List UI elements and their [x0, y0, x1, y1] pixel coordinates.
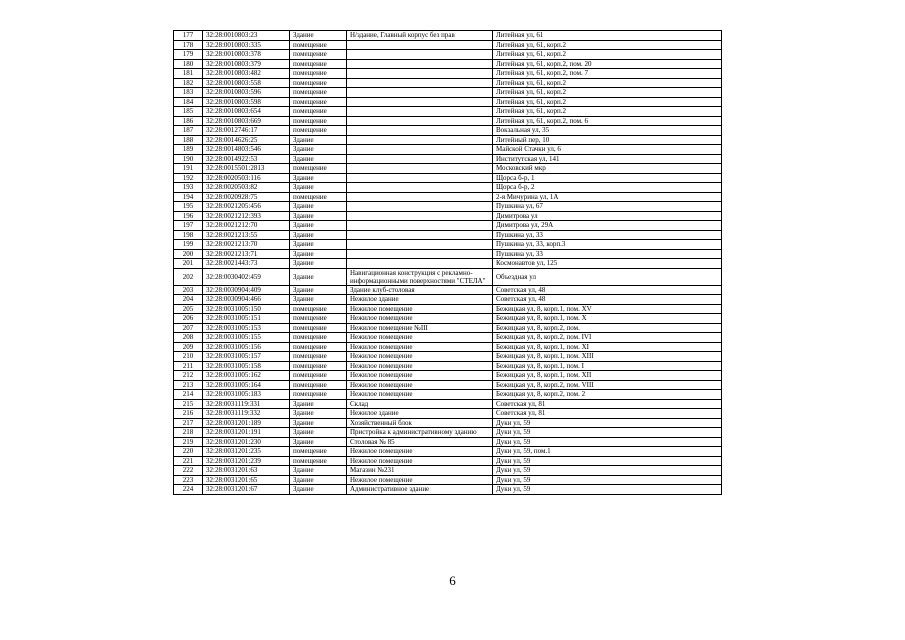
cadastral-number-cell: 32:28:0031201:67	[203, 485, 290, 495]
address-cell: Литейный пер, 10	[493, 135, 722, 145]
address-cell: Литейная ул, 61, корп.2	[493, 40, 722, 50]
address-cell: Литейная ул, 61, корп.2	[493, 50, 722, 60]
object-name-cell	[347, 50, 493, 60]
registry-table-body	[174, 31, 722, 495]
row-number-cell: 191	[174, 164, 203, 174]
table-row	[174, 259, 722, 269]
object-type-cell: Здание	[290, 418, 347, 428]
object-name-cell: Хозяйственный блок	[347, 418, 493, 428]
table-row	[174, 314, 722, 324]
object-type-cell: помещение	[290, 390, 347, 400]
address-cell: Пушкина ул, 33	[493, 230, 722, 240]
table-row	[174, 447, 722, 457]
row-number-cell: 197	[174, 221, 203, 231]
address-cell: Щорса б-р, 1	[493, 173, 722, 183]
object-type-cell: Здание	[290, 173, 347, 183]
object-type-cell: помещение	[290, 304, 347, 314]
cadastral-number-cell: 32:28:0031201:65	[203, 475, 290, 485]
object-name-cell: Здание клуб-столовая	[347, 285, 493, 295]
object-name-cell	[347, 249, 493, 259]
object-type-cell: Здание	[290, 285, 347, 295]
object-type-cell: Здание	[290, 31, 347, 41]
cadastral-number-cell: 32:28:0010803:669	[203, 116, 290, 126]
row-number-cell: 204	[174, 295, 203, 305]
object-name-cell	[347, 126, 493, 136]
object-type-cell: помещение	[290, 88, 347, 98]
object-type-cell: Здание	[290, 135, 347, 145]
object-name-cell: Нежилое помещение	[347, 361, 493, 371]
cadastral-number-cell: 32:28:0030904:409	[203, 285, 290, 295]
address-cell: Димитрова ул	[493, 211, 722, 221]
address-cell: Литейная ул, 61, корп.2, пом. 7	[493, 69, 722, 79]
row-number-cell: 213	[174, 380, 203, 390]
row-number-cell: 195	[174, 202, 203, 212]
object-type-cell: помещение	[290, 126, 347, 136]
address-cell: Бежицкая ул, 8, корп.1, пом. XII	[493, 371, 722, 381]
row-number-cell: 215	[174, 399, 203, 409]
address-cell: Бежицкая ул, 8, корп.2, пом. IVI	[493, 333, 722, 343]
address-cell: Дуки ул, 59	[493, 428, 722, 438]
address-cell: Советская ул, 48	[493, 285, 722, 295]
row-number-cell: 184	[174, 97, 203, 107]
cadastral-number-cell: 32:28:0031005:156	[203, 342, 290, 352]
object-type-cell: помещение	[290, 380, 347, 390]
object-type-cell: помещение	[290, 107, 347, 117]
address-cell: Пушкина ул, 33, корп.3	[493, 240, 722, 250]
object-name-cell	[347, 88, 493, 98]
table-row	[174, 268, 722, 285]
object-name-cell: Нежилое помещение	[347, 456, 493, 466]
address-cell: 2-я Мичурина ул, 1А	[493, 192, 722, 202]
object-type-cell: помещение	[290, 69, 347, 79]
row-number-cell: 201	[174, 259, 203, 269]
row-number-cell: 221	[174, 456, 203, 466]
address-cell: Дуки ул, 59	[493, 418, 722, 428]
row-number-cell: 203	[174, 285, 203, 295]
cadastral-number-cell: 32:28:0031005:151	[203, 314, 290, 324]
table-row	[174, 304, 722, 314]
row-number-cell: 216	[174, 409, 203, 419]
object-type-cell: помещение	[290, 314, 347, 324]
object-name-cell: Н/здание, Главный корпус без прав	[347, 31, 493, 41]
cadastral-number-cell: 32:28:0031201:235	[203, 447, 290, 457]
cadastral-number-cell: 32:28:0031201:63	[203, 466, 290, 476]
object-name-cell: Нежилое помещение	[347, 447, 493, 457]
row-number-cell: 224	[174, 485, 203, 495]
cadastral-number-cell: 32:28:0020928:75	[203, 192, 290, 202]
address-cell: Щорса б-р, 2	[493, 183, 722, 193]
object-name-cell: Нежилое помещение	[347, 352, 493, 362]
table-row	[174, 145, 722, 155]
cadastral-number-cell: 32:28:0031119:331	[203, 399, 290, 409]
row-number-cell: 219	[174, 437, 203, 447]
row-number-cell: 181	[174, 69, 203, 79]
table-row	[174, 154, 722, 164]
object-type-cell: помещение	[290, 342, 347, 352]
table-row	[174, 88, 722, 98]
address-cell: Димитрова ул, 29А	[493, 221, 722, 231]
address-cell: Советская ул, 81	[493, 409, 722, 419]
cadastral-number-cell: 32:28:0031119:332	[203, 409, 290, 419]
object-type-cell: помещение	[290, 59, 347, 69]
address-cell: Космонавтов ул, 125	[493, 259, 722, 269]
table-row	[174, 409, 722, 419]
object-type-cell: помещение	[290, 323, 347, 333]
object-type-cell: Здание	[290, 437, 347, 447]
cadastral-number-cell: 32:28:0010803:335	[203, 40, 290, 50]
table-row	[174, 399, 722, 409]
address-cell: Бежицкая ул, 8, корп.1, пом. XV	[493, 304, 722, 314]
object-name-cell	[347, 183, 493, 193]
table-row	[174, 437, 722, 447]
address-cell: Литейная ул, 61	[493, 31, 722, 41]
cadastral-number-cell: 32:28:0012746:17	[203, 126, 290, 136]
address-cell: Литейная ул, 61, корп.2, пом. 20	[493, 59, 722, 69]
table-row	[174, 390, 722, 400]
cadastral-number-cell: 32:28:0010803:482	[203, 69, 290, 79]
cadastral-number-cell: 32:28:0031005:164	[203, 380, 290, 390]
address-cell: Бежицкая ул, 8, корп.2, пом. VIII	[493, 380, 722, 390]
address-cell: Пушкина ул, 67	[493, 202, 722, 212]
object-type-cell: Здание	[290, 399, 347, 409]
cadastral-number-cell: 32:28:0021213:71	[203, 249, 290, 259]
cadastral-number-cell: 32:28:0021212:70	[203, 221, 290, 231]
table-row	[174, 59, 722, 69]
object-type-cell: Здание	[290, 221, 347, 231]
address-cell: Дуки ул, 59	[493, 475, 722, 485]
row-number-cell: 212	[174, 371, 203, 381]
object-type-cell: Здание	[290, 145, 347, 155]
address-cell: Советская ул, 81	[493, 399, 722, 409]
object-type-cell: Здание	[290, 485, 347, 495]
address-cell: Вокзальная ул, 35	[493, 126, 722, 136]
row-number-cell: 183	[174, 88, 203, 98]
object-type-cell: Здание	[290, 295, 347, 305]
table-row	[174, 342, 722, 352]
address-cell: Литейная ул, 61, корп.2	[493, 78, 722, 88]
row-number-cell: 223	[174, 475, 203, 485]
row-number-cell: 186	[174, 116, 203, 126]
row-number-cell: 193	[174, 183, 203, 193]
object-name-cell	[347, 240, 493, 250]
table-row	[174, 428, 722, 438]
property-registry-table	[173, 30, 722, 495]
cadastral-number-cell: 32:28:0010803:379	[203, 59, 290, 69]
table-row	[174, 295, 722, 305]
table-row	[174, 380, 722, 390]
address-cell: Литейная ул, 61, корп.2	[493, 88, 722, 98]
object-name-cell	[347, 59, 493, 69]
cadastral-number-cell: 32:28:0031005:155	[203, 333, 290, 343]
address-cell: Объездная ул	[493, 268, 722, 285]
object-type-cell: помещение	[290, 192, 347, 202]
cadastral-number-cell: 32:28:0021212:393	[203, 211, 290, 221]
cadastral-number-cell: 32:28:0031005:150	[203, 304, 290, 314]
table-row	[174, 31, 722, 41]
cadastral-number-cell: 32:28:0014803:546	[203, 145, 290, 155]
table-row	[174, 50, 722, 60]
address-cell: Бежицкая ул, 8, корп.2, пом. 2	[493, 390, 722, 400]
cadastral-number-cell: 32:28:0021443:73	[203, 259, 290, 269]
row-number-cell: 214	[174, 390, 203, 400]
object-name-cell	[347, 164, 493, 174]
row-number-cell: 211	[174, 361, 203, 371]
table-row	[174, 78, 722, 88]
address-cell: Бежицкая ул, 8, корп.1, пом. XI	[493, 342, 722, 352]
cadastral-number-cell: 32:28:0030402:459	[203, 268, 290, 285]
object-type-cell: Здание	[290, 183, 347, 193]
address-cell: Дуки ул, 59, пом.1	[493, 447, 722, 457]
row-number-cell: 208	[174, 333, 203, 343]
object-name-cell	[347, 221, 493, 231]
row-number-cell: 178	[174, 40, 203, 50]
table-row	[174, 323, 722, 333]
cadastral-number-cell: 32:28:0031005:153	[203, 323, 290, 333]
object-name-cell	[347, 97, 493, 107]
object-name-cell	[347, 259, 493, 269]
cadastral-number-cell: 32:28:0010803:23	[203, 31, 290, 41]
table-row	[174, 221, 722, 231]
table-row	[174, 69, 722, 79]
table-row	[174, 361, 722, 371]
object-type-cell: Здание	[290, 202, 347, 212]
object-name-cell: Навигационная конструкция с рекламно-информационными поверхностями "СТЕЛА"	[347, 268, 493, 285]
object-type-cell: Здание	[290, 268, 347, 285]
object-name-cell: Пристройка к административному зданию	[347, 428, 493, 438]
object-name-cell: Нежилое помещение	[347, 314, 493, 324]
table-row	[174, 249, 722, 259]
cadastral-number-cell: 32:28:0010803:558	[203, 78, 290, 88]
object-name-cell: Нежилое здание	[347, 295, 493, 305]
cadastral-number-cell: 32:28:0015501:2813	[203, 164, 290, 174]
address-cell: Московский мкр	[493, 164, 722, 174]
row-number-cell: 185	[174, 107, 203, 117]
object-name-cell: Административное здание	[347, 485, 493, 495]
address-cell: Бежицкая ул, 8, корп.1, пом. XIII	[493, 352, 722, 362]
object-type-cell: помещение	[290, 116, 347, 126]
row-number-cell: 202	[174, 268, 203, 285]
cadastral-number-cell: 32:28:0031005:158	[203, 361, 290, 371]
table-row	[174, 333, 722, 343]
object-type-cell: помещение	[290, 50, 347, 60]
table-row	[174, 173, 722, 183]
address-cell: Дуки ул, 59	[493, 456, 722, 466]
object-name-cell	[347, 78, 493, 88]
cadastral-number-cell: 32:28:0010803:378	[203, 50, 290, 60]
table-row	[174, 485, 722, 495]
object-type-cell: помещение	[290, 352, 347, 362]
cadastral-number-cell: 32:28:0014626:25	[203, 135, 290, 145]
row-number-cell: 207	[174, 323, 203, 333]
row-number-cell: 192	[174, 173, 203, 183]
row-number-cell: 189	[174, 145, 203, 155]
cadastral-number-cell: 32:28:0031201:239	[203, 456, 290, 466]
row-number-cell: 182	[174, 78, 203, 88]
row-number-cell: 198	[174, 230, 203, 240]
row-number-cell: 180	[174, 59, 203, 69]
cadastral-number-cell: 32:28:0021205:456	[203, 202, 290, 212]
cadastral-number-cell: 32:28:0010803:654	[203, 107, 290, 117]
object-type-cell: Здание	[290, 249, 347, 259]
cadastral-number-cell: 32:28:0031201:230	[203, 437, 290, 447]
row-number-cell: 179	[174, 50, 203, 60]
object-type-cell: помещение	[290, 361, 347, 371]
table-row	[174, 40, 722, 50]
cadastral-number-cell: 32:28:0020503:116	[203, 173, 290, 183]
object-name-cell	[347, 135, 493, 145]
cadastral-number-cell: 32:28:0021213:55	[203, 230, 290, 240]
row-number-cell: 187	[174, 126, 203, 136]
row-number-cell: 199	[174, 240, 203, 250]
row-number-cell: 209	[174, 342, 203, 352]
table-row	[174, 107, 722, 117]
table-row	[174, 456, 722, 466]
table-row	[174, 211, 722, 221]
address-cell: Бежицкая ул, 8, корп.1, пом. X	[493, 314, 722, 324]
object-type-cell: Здание	[290, 428, 347, 438]
table-row	[174, 475, 722, 485]
row-number-cell: 190	[174, 154, 203, 164]
cadastral-number-cell: 32:28:0021213:70	[203, 240, 290, 250]
address-cell: Литейная ул, 61, корп.2, пом. 6	[493, 116, 722, 126]
object-type-cell: помещение	[290, 456, 347, 466]
object-name-cell: Нежилое помещение	[347, 475, 493, 485]
row-number-cell: 210	[174, 352, 203, 362]
object-type-cell: помещение	[290, 97, 347, 107]
object-type-cell: Здание	[290, 211, 347, 221]
table-row	[174, 135, 722, 145]
object-name-cell	[347, 211, 493, 221]
address-cell: Дуки ул, 59	[493, 485, 722, 495]
object-name-cell: Нежилое помещение	[347, 342, 493, 352]
object-name-cell: Нежилое помещение	[347, 371, 493, 381]
table-row	[174, 192, 722, 202]
cadastral-number-cell: 32:28:0031005:183	[203, 390, 290, 400]
row-number-cell: 196	[174, 211, 203, 221]
object-name-cell	[347, 69, 493, 79]
row-number-cell: 217	[174, 418, 203, 428]
address-cell: Литейная ул, 61, корп.2	[493, 97, 722, 107]
object-type-cell: помещение	[290, 78, 347, 88]
object-name-cell	[347, 154, 493, 164]
table-row	[174, 97, 722, 107]
table-row	[174, 240, 722, 250]
address-cell: Бежицкая ул, 8, корп.2, пом.	[493, 323, 722, 333]
object-type-cell: помещение	[290, 164, 347, 174]
table-row	[174, 164, 722, 174]
object-type-cell: Здание	[290, 466, 347, 476]
cadastral-number-cell: 32:28:0010803:596	[203, 88, 290, 98]
object-name-cell: Нежилое помещение	[347, 380, 493, 390]
cadastral-number-cell: 32:28:0030904:466	[203, 295, 290, 305]
row-number-cell: 222	[174, 466, 203, 476]
address-cell: Бежицкая ул, 8, корп.1, пом. I	[493, 361, 722, 371]
object-name-cell	[347, 173, 493, 183]
row-number-cell: 194	[174, 192, 203, 202]
object-type-cell: Здание	[290, 475, 347, 485]
address-cell: Дуки ул, 59	[493, 437, 722, 447]
address-cell: Дуки ул, 59	[493, 466, 722, 476]
object-type-cell: помещение	[290, 333, 347, 343]
cadastral-number-cell: 32:28:0031201:191	[203, 428, 290, 438]
address-cell: Литейная ул, 61, корп.2	[493, 107, 722, 117]
address-cell: Пушкина ул, 33	[493, 249, 722, 259]
object-name-cell	[347, 40, 493, 50]
row-number-cell: 205	[174, 304, 203, 314]
page-number: 6	[449, 573, 456, 588]
address-cell: Майской Стачки ул, 6	[493, 145, 722, 155]
object-type-cell: помещение	[290, 371, 347, 381]
row-number-cell: 200	[174, 249, 203, 259]
object-name-cell: Склад	[347, 399, 493, 409]
table-row	[174, 466, 722, 476]
cadastral-number-cell: 32:28:0010803:598	[203, 97, 290, 107]
row-number-cell: 220	[174, 447, 203, 457]
table-row	[174, 183, 722, 193]
object-type-cell: Здание	[290, 154, 347, 164]
table-row	[174, 371, 722, 381]
object-name-cell	[347, 145, 493, 155]
object-name-cell	[347, 192, 493, 202]
cadastral-number-cell: 32:28:0031201:189	[203, 418, 290, 428]
object-type-cell: Здание	[290, 259, 347, 269]
cadastral-number-cell: 32:28:0031005:157	[203, 352, 290, 362]
table-row	[174, 202, 722, 212]
row-number-cell: 206	[174, 314, 203, 324]
row-number-cell: 177	[174, 31, 203, 41]
object-name-cell: Нежилое помещение	[347, 390, 493, 400]
row-number-cell: 218	[174, 428, 203, 438]
table-row	[174, 230, 722, 240]
object-name-cell: Нежилое помещение	[347, 304, 493, 314]
object-name-cell	[347, 230, 493, 240]
object-name-cell: Нежилое помещение №III	[347, 323, 493, 333]
table-row	[174, 352, 722, 362]
object-name-cell: Магазин №231	[347, 466, 493, 476]
table-row	[174, 126, 722, 136]
object-type-cell: Здание	[290, 240, 347, 250]
cadastral-number-cell: 32:28:0020503:82	[203, 183, 290, 193]
table-row	[174, 418, 722, 428]
object-name-cell: Столовая № 85	[347, 437, 493, 447]
address-cell: Институтская ул, 141	[493, 154, 722, 164]
row-number-cell: 188	[174, 135, 203, 145]
cadastral-number-cell: 32:28:0031005:162	[203, 371, 290, 381]
cadastral-number-cell: 32:28:0014922:53	[203, 154, 290, 164]
object-type-cell: Здание	[290, 230, 347, 240]
object-name-cell	[347, 116, 493, 126]
object-name-cell	[347, 107, 493, 117]
address-cell: Советская ул, 48	[493, 295, 722, 305]
object-name-cell	[347, 202, 493, 212]
table-row	[174, 285, 722, 295]
object-type-cell: помещение	[290, 447, 347, 457]
object-type-cell: помещение	[290, 40, 347, 50]
object-name-cell: Нежилое помещение	[347, 333, 493, 343]
table-row	[174, 116, 722, 126]
object-type-cell: Здание	[290, 409, 347, 419]
object-name-cell: Нежилое здание	[347, 409, 493, 419]
